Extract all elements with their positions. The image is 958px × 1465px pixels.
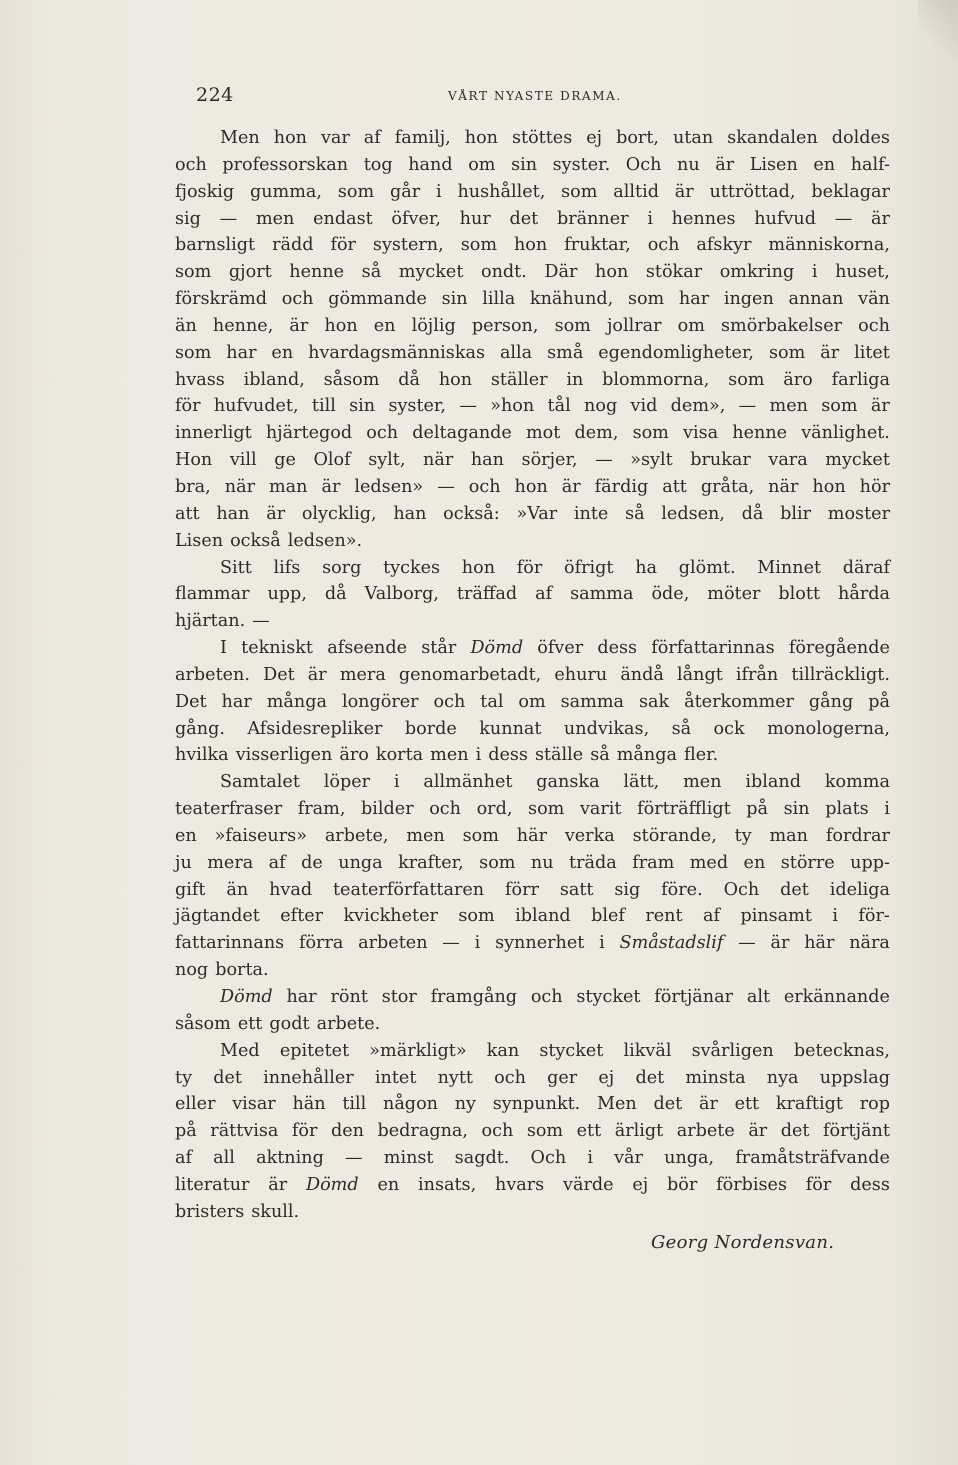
text-line: Lisen också ledsen».: [175, 530, 363, 551]
page-number: 224: [196, 84, 234, 106]
text-line: ju mera af de unga krafter, som nu träda fram med en större upp-: [175, 852, 890, 873]
text-line: nog borta.: [175, 960, 269, 981]
text-line: Samtalet löper i allmänhet ganska lätt, men ibland komma: [220, 772, 890, 793]
page-header: [196, 84, 890, 108]
text-line: Det har många longörer och tal om samma sak återkommer gång på: [175, 691, 890, 712]
text-line: hvass ibland, såsom då hon ställer in blommorna, som äro farliga: [175, 369, 890, 390]
text-line: literatur är Dömd en insats, hvars värde ej bör förbises för dess: [175, 1174, 890, 1195]
text-line: såsom ett godt arbete.: [175, 1013, 381, 1034]
text-line: som gjort henne så mycket ondt. Där hon stökar omkring i huset,: [175, 262, 890, 283]
text-line: och professorskan tog hand om sin syster. Och nu är Lisen en half-: [175, 154, 890, 175]
text-line: Men hon var af familj, hon stöttes ej bort, utan skandalen doldes: [220, 128, 890, 148]
page-edge-shadow: [918, 0, 958, 60]
text-line: fattarinnans förra arbeten — i synnerhet i Småstadslif — är här nära: [175, 933, 890, 954]
text-line: gång. Afsidesrepliker borde kunnat undvikas, så ock monologerna,: [175, 718, 890, 739]
text-line: som har en hvardagsmänniskas alla små egendomligheter, som är litet: [175, 342, 890, 363]
text-line: för hufvudet, till sin syster, — »hon tål nog vid dem», — men som är: [175, 396, 890, 417]
text-line: I tekniskt afseende står Dömd öfver dess författarinnas föregående: [220, 638, 890, 659]
text-line: af all aktning — minst sagdt. Och i vår unga, framåtsträfvande: [175, 1148, 890, 1169]
body-text: [175, 125, 890, 1226]
running-title: VÅRT NYASTE DRAMA.: [448, 89, 622, 103]
text-line: innerligt hjärtegod och deltagande mot dem, som visa henne vänlighet.: [175, 423, 890, 444]
text-line: en »faiseurs» arbete, men som här verka störande, ty man fordrar: [175, 825, 890, 846]
text-line: arbeten. Det är mera genomarbetadt, ehuru ändå långt ifrån tillräckligt.: [175, 664, 890, 685]
text-line: eller visar hän till någon ny synpunkt. Men det är ett kraftigt rop: [175, 1094, 890, 1115]
text-line: än henne, är hon en löjlig person, som jollrar om smörbakelser och: [175, 315, 890, 336]
text-line: Hon vill ge Olof sylt, när han sörjer, — »sylt brukar vara mycket: [175, 450, 890, 471]
text-line: ty det innehåller intet nytt och ger ej det minsta nya uppslag: [175, 1067, 890, 1088]
text-line: bristers skull.: [175, 1201, 300, 1222]
text-line: på rättvisa för den bedragna, och som ett ärligt arbete är det förtjänt: [175, 1121, 890, 1142]
text-line: fjoskig gumma, som går i hushållet, som alltid är uttröttad, beklagar: [175, 181, 890, 202]
text-line: sig — men endast öfver, hur det bränner i hennes hufvud — är: [175, 208, 890, 229]
text-line: Dömd har rönt stor framgång och stycket förtjänar alt erkännande: [220, 987, 890, 1007]
text-line: bra, när man är ledsen» — och hon är färdig att gråta, när hon hör: [175, 476, 890, 497]
text-line: hjärtan. —: [175, 611, 270, 632]
text-line: teaterfraser fram, bilder och ord, som varit förträffligt på sin plats i: [175, 799, 890, 820]
text-line: hvilka visserligen äro korta men i dess ställe så många fler.: [175, 745, 719, 766]
author-signature: Georg Nordensvan.: [651, 1232, 835, 1253]
text-line: gift än hvad teaterförfattaren förr satt sig före. Och det ideliga: [175, 879, 890, 900]
text-line: förskrämd och gömmande sin lilla knähund, som har ingen annan vän: [175, 289, 890, 310]
text-line: Sitt lifs sorg tyckes hon för öfrigt ha glömt. Minnet däraf: [220, 557, 890, 578]
text-line: barnsligt rädd för systern, som hon fruktar, och afskyr människorna,: [175, 235, 890, 256]
text-line: jägtandet efter kvickheter som ibland blef rent af pinsamt i för-: [175, 906, 890, 927]
text-line: att han är olycklig, han också: »Var inte så ledsen, då blir moster: [175, 503, 890, 524]
text-line: flammar upp, då Valborg, träffad af samma öde, möter blott hårda: [175, 584, 890, 605]
text-line: Med epitetet »märkligt» kan stycket likväl svårligen betecknas,: [220, 1040, 890, 1061]
